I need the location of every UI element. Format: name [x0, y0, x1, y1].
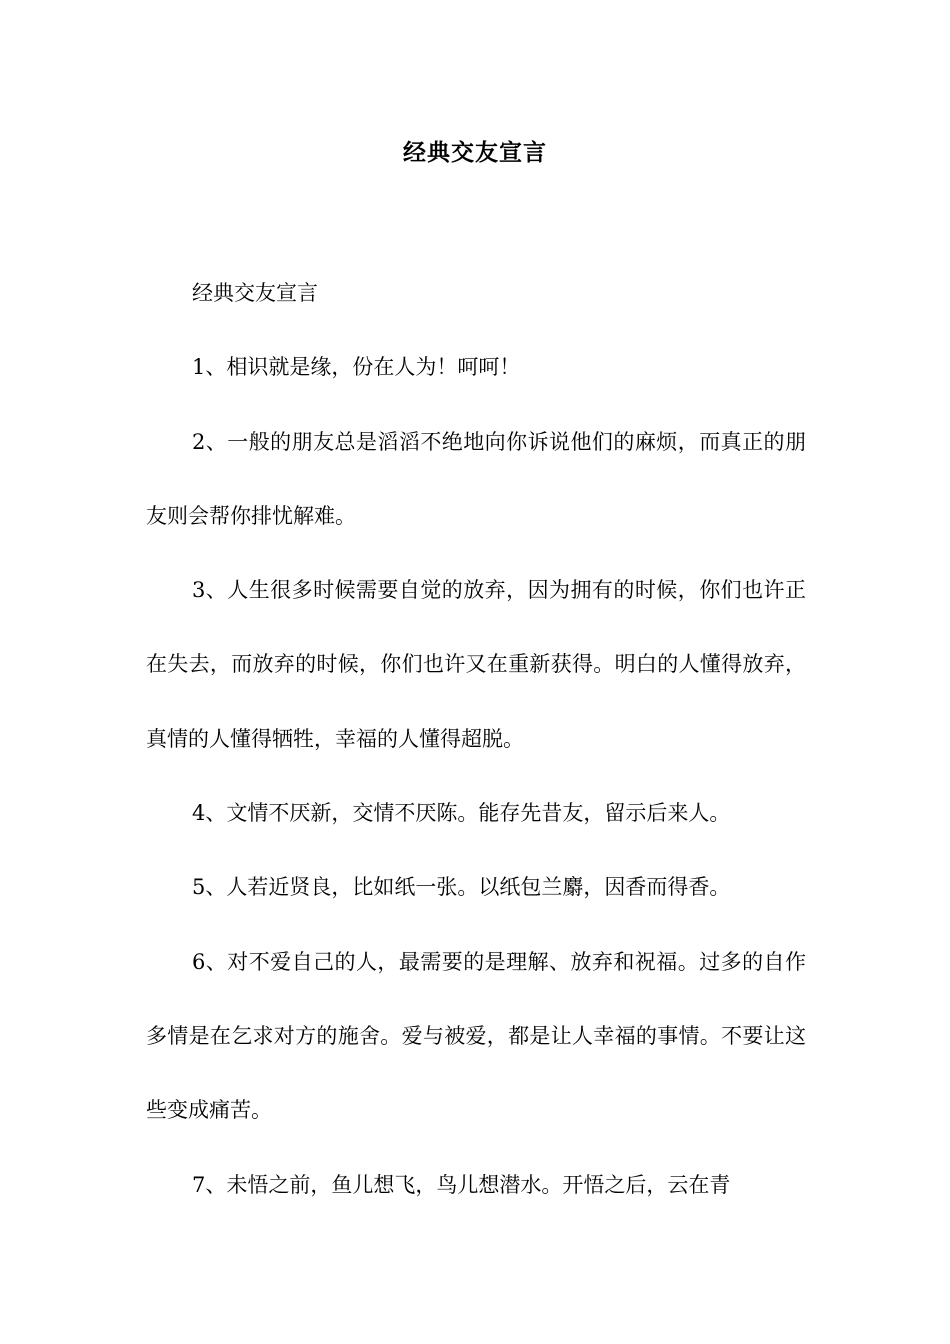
- paragraph-7: 7、未悟之前，鱼儿想飞，鸟儿想潜水。开悟之后，云在青: [192, 1172, 731, 1197]
- document-title: 经典交友宣言: [403, 139, 547, 166]
- paragraph-heading: 经典交友宣言: [192, 281, 318, 305]
- paragraph-6: 6、对不爱自己的人，最需要的是理解、放弃和祝福。过多的自作多情是在乞求对方的施舍。爱与被爱，都是让人幸福的事情。不要让这些变成痛苦。: [146, 949, 806, 1123]
- paragraph-2: 2、一般的朋友总是滔滔不绝地向你诉说他们的麻烦，而真正的朋友则会帮你排忧解难。: [146, 429, 806, 528]
- paragraph-1: 1、相识就是缘，份在人为！呵呵！: [192, 355, 521, 380]
- document-body: [146, 256, 806, 1222]
- paragraph-3: 3、人生很多时候需要自觉的放弃，因为拥有的时候，你们也许正在失去，而放弃的时候，你们也许又在重新获得。明白的人懂得放弃，真情的人懂得牺牲，幸福的人懂得超脱。: [146, 578, 806, 751]
- paragraph-4: 4、文情不厌新，交情不厌陈。能存先昔友，留示后来人。: [192, 801, 731, 826]
- paragraph-5: 5、人若近贤良，比如纸一张。以纸包兰麝，因香而得香。: [192, 875, 731, 900]
